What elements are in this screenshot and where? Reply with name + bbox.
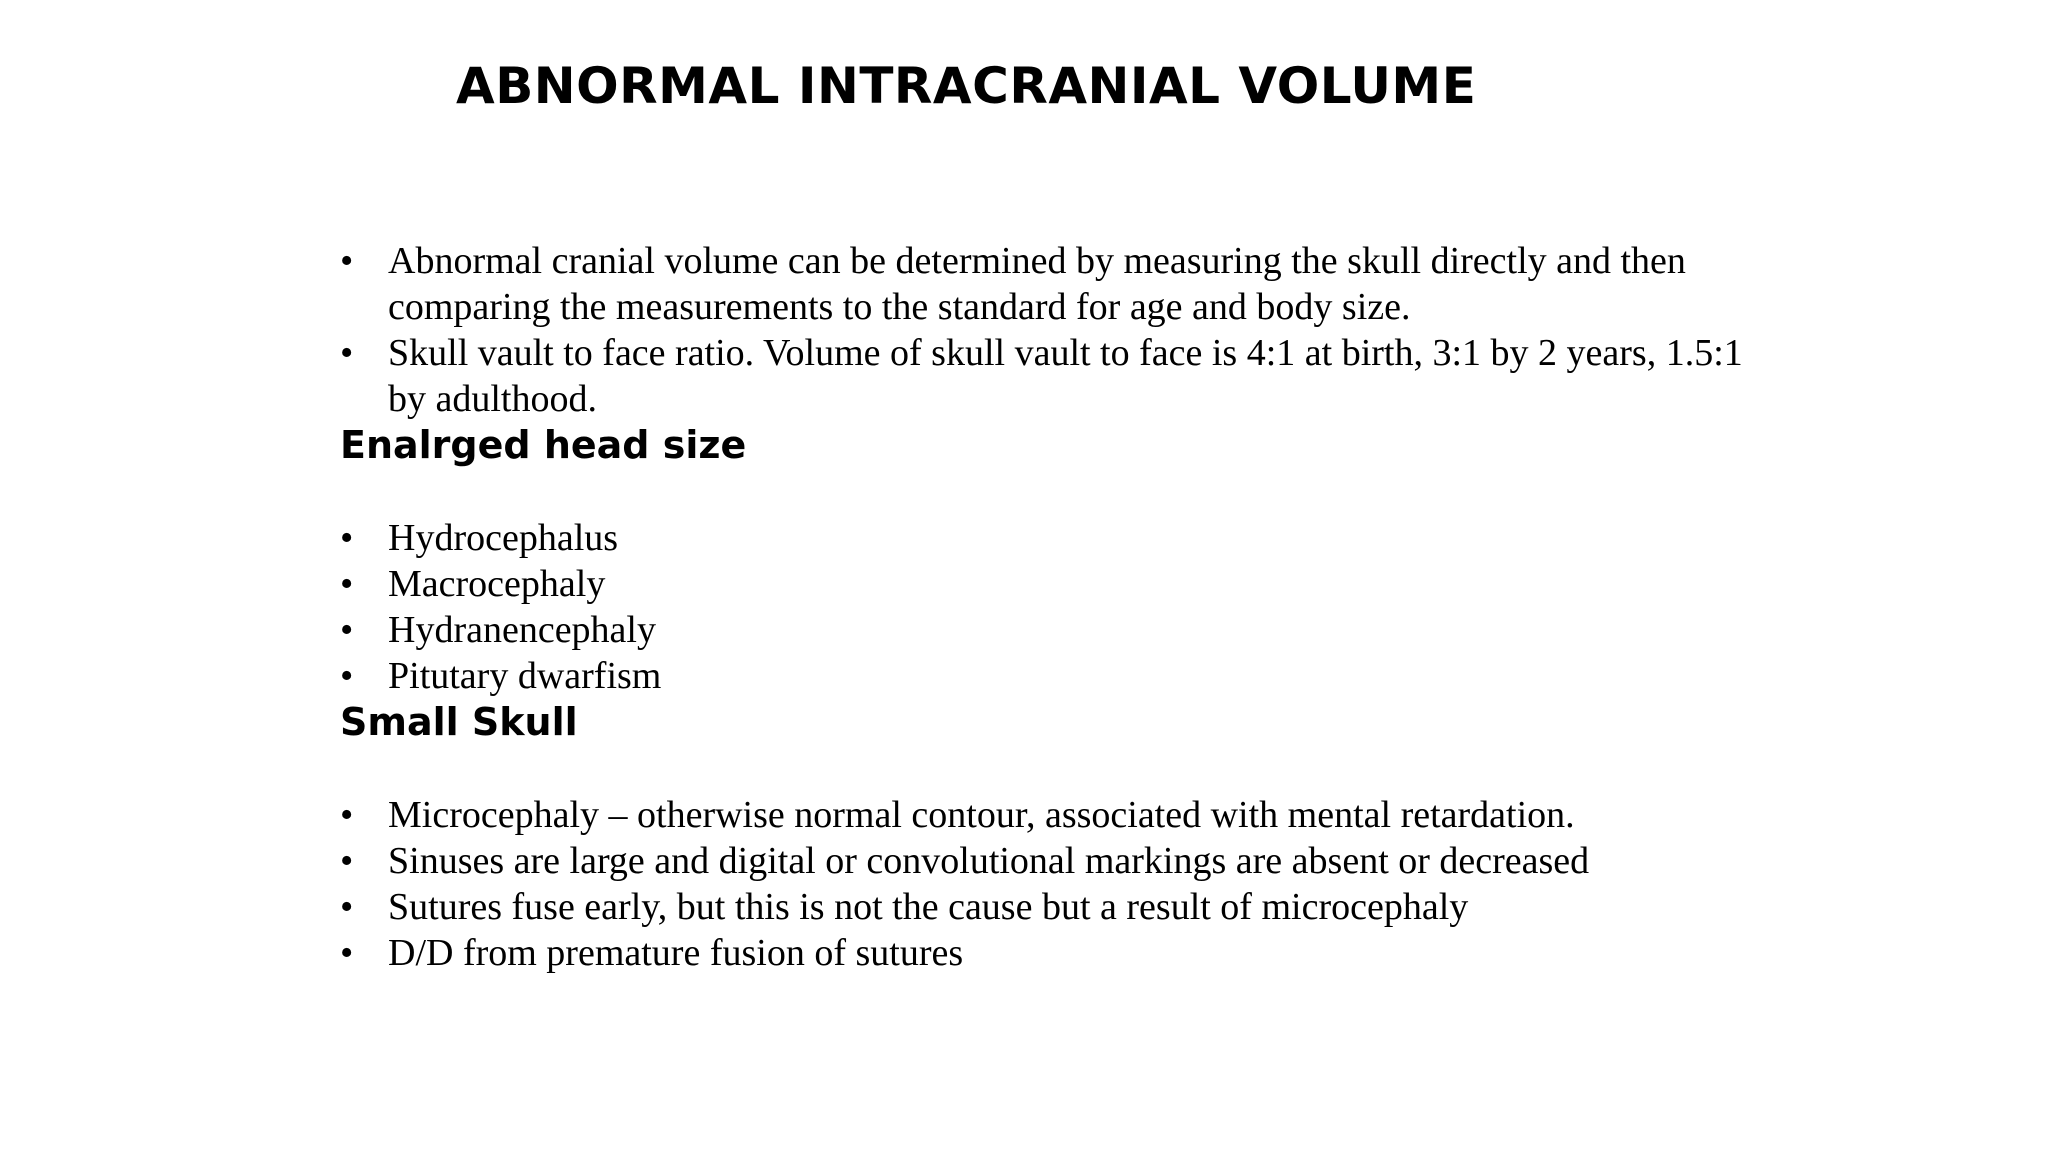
bullet-marker: • <box>340 932 354 974</box>
bullet-item <box>340 792 1760 838</box>
bullet-marker: • <box>340 794 354 836</box>
small-skull-bullet-list <box>340 792 1760 976</box>
bullet-marker: • <box>340 332 354 374</box>
bullet-text: Abnormal cranial volume can be determined by measuring the skull directly and then comparing the measurements to the standard for age and body size. <box>388 240 1686 328</box>
bullet-item <box>340 330 1760 422</box>
bullet-item <box>340 238 1760 330</box>
slide-title: ABNORMAL INTRACRANIAL VOLUME <box>456 57 1477 115</box>
bullet-text: D/D from premature fusion of sutures <box>388 932 964 974</box>
small-skull-heading: Small Skull <box>340 700 578 744</box>
bullet-text: Sinuses are large and digital or convolutional markings are absent or decreased <box>388 840 1590 882</box>
bullet-item <box>340 607 1760 653</box>
bullet-text: Skull vault to face ratio. Volume of skull vault to face is 4:1 at birth, 3:1 by 2 years, 1.5:1 by adulthood. <box>388 332 1743 420</box>
bullet-marker: • <box>340 655 354 697</box>
enlarged-head-size-heading: Enalrged head size <box>340 423 747 467</box>
slide-body <box>340 238 1760 976</box>
bullet-text: Sutures fuse early, but this is not the cause but a result of microcephaly <box>388 886 1469 928</box>
bullet-text: Microcephaly – otherwise normal contour, associated with mental retardation. <box>388 794 1575 836</box>
bullet-text: Macrocephaly <box>388 563 606 605</box>
bullet-marker: • <box>340 840 354 882</box>
bullet-text: Hydranencephaly <box>388 609 656 651</box>
bullet-marker: • <box>340 563 354 605</box>
bullet-text: Pitutary dwarfism <box>388 655 662 697</box>
bullet-marker: • <box>340 609 354 651</box>
bullet-item <box>340 884 1760 930</box>
bullet-item <box>340 561 1760 607</box>
bullet-text: Hydrocephalus <box>388 517 619 559</box>
bullet-item <box>340 930 1760 976</box>
bullet-marker: • <box>340 240 354 282</box>
bullet-item <box>340 653 1760 699</box>
enlarged-bullet-list <box>340 515 1760 699</box>
bullet-item <box>340 515 1760 561</box>
bullet-marker: • <box>340 886 354 928</box>
bullet-item <box>340 838 1760 884</box>
intro-bullet-list <box>340 238 1760 422</box>
bullet-marker: • <box>340 517 354 559</box>
